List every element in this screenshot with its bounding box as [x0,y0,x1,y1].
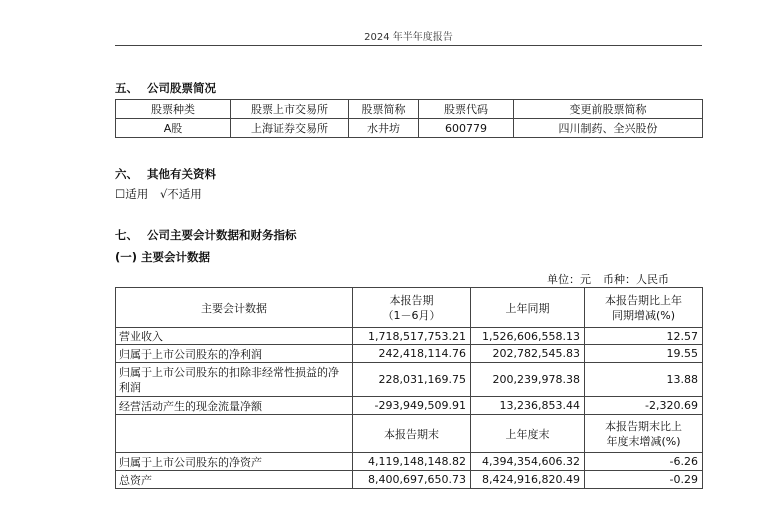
header-prior-period: 上年同期 [471,288,585,328]
row-current: 242,418,114.76 [353,345,471,363]
table-row [116,328,703,345]
col-header: 股票代码 [419,100,514,119]
currency-label: 币种：人民币 [603,273,669,286]
stock-info-table [115,99,703,138]
row-current: -293,949,509.91 [353,397,471,415]
row-label: 经营活动产生的现金流量净额 [116,397,353,415]
row-current: 4,119,148,148.82 [353,453,471,471]
option-applicable: ☐适用 [115,187,149,201]
header-divider [115,45,702,46]
section6-title: 其他有关资料 [147,167,216,181]
col-header: 股票简称 [349,100,419,119]
section6-number: 六、 [115,167,138,181]
row-prior: 13,236,853.44 [471,397,585,415]
table-row [116,397,703,415]
row-current: 8,400,697,650.73 [353,471,471,489]
stock-table-header-row [116,100,703,119]
col-header: 变更前股票简称 [514,100,703,119]
row-current: 228,031,169.75 [353,363,471,397]
section7-subheading: (一) 主要会计数据 [115,250,211,264]
subheader-change [585,415,703,453]
header-current-period [353,288,471,328]
row-prior: 4,394,354,606.32 [471,453,585,471]
previous-short-name: 四川制药、全兴股份 [514,119,703,138]
row-label: 营业收入 [116,328,353,345]
table-row [116,453,703,471]
subheader-change-line2: 年度末增减(%) [606,434,681,448]
table-row [116,345,703,363]
table-subheader-row [116,415,703,453]
row-label: 归属于上市公司股东的净资产 [116,453,353,471]
row-prior: 202,782,545.83 [471,345,585,363]
key-accounting-data-table [115,287,703,489]
subheader-current: 本报告期末 [353,415,471,453]
subheader-empty-cell [116,415,353,453]
section5-title: 公司股票简况 [147,81,216,95]
header-change [585,288,703,328]
section7-number: 七、 [115,228,138,242]
row-prior: 8,424,916,820.49 [471,471,585,489]
row-label: 归属于上市公司股东的扣除非经常性损益的净利润 [116,363,353,397]
row-change: -0.29 [585,471,703,489]
stock-short-name: 水井坊 [349,119,419,138]
section6-heading [115,166,216,182]
subheader-change-line1: 本报告期末比上 [605,419,682,433]
row-change: 12.57 [585,328,703,345]
section5-number: 五、 [115,81,138,95]
stock-table-row [116,119,703,138]
row-prior: 200,239,978.38 [471,363,585,397]
page-header-title: 2024 年半年度报告 [364,32,453,43]
header-change-line1: 本报告期比上年 [605,293,682,307]
applicability-options [115,186,202,202]
row-change: -6.26 [585,453,703,471]
row-current: 1,718,517,753.21 [353,328,471,345]
table-row [116,471,703,489]
header-current-line1: 本报告期 [389,293,434,307]
row-label: 归属于上市公司股东的净利润 [116,345,353,363]
header-current-line2: （1－6月） [382,308,441,322]
col-header: 股票种类 [116,100,231,119]
unit-line [547,271,669,287]
header-label: 主要会计数据 [116,288,353,328]
stock-code: 600779 [419,119,514,138]
table-header-row [116,288,703,328]
stock-type: A股 [116,119,231,138]
stock-exchange: 上海证券交易所 [231,119,349,138]
row-prior: 1,526,606,558.13 [471,328,585,345]
section7-heading [115,227,297,243]
table-row [116,363,703,397]
section5-heading [115,80,216,96]
option-not-applicable: √不适用 [159,187,202,201]
col-header: 股票上市交易所 [231,100,349,119]
header-change-line2: 同期增减(%) [611,308,676,322]
row-change: 13.88 [585,363,703,397]
row-label: 总资产 [116,471,353,489]
row-change: -2,320.69 [585,397,703,415]
unit-label: 单位：元 [547,273,591,286]
row-change: 19.55 [585,345,703,363]
section7-title: 公司主要会计数据和财务指标 [147,228,297,242]
subheader-prior: 上年度末 [471,415,585,453]
